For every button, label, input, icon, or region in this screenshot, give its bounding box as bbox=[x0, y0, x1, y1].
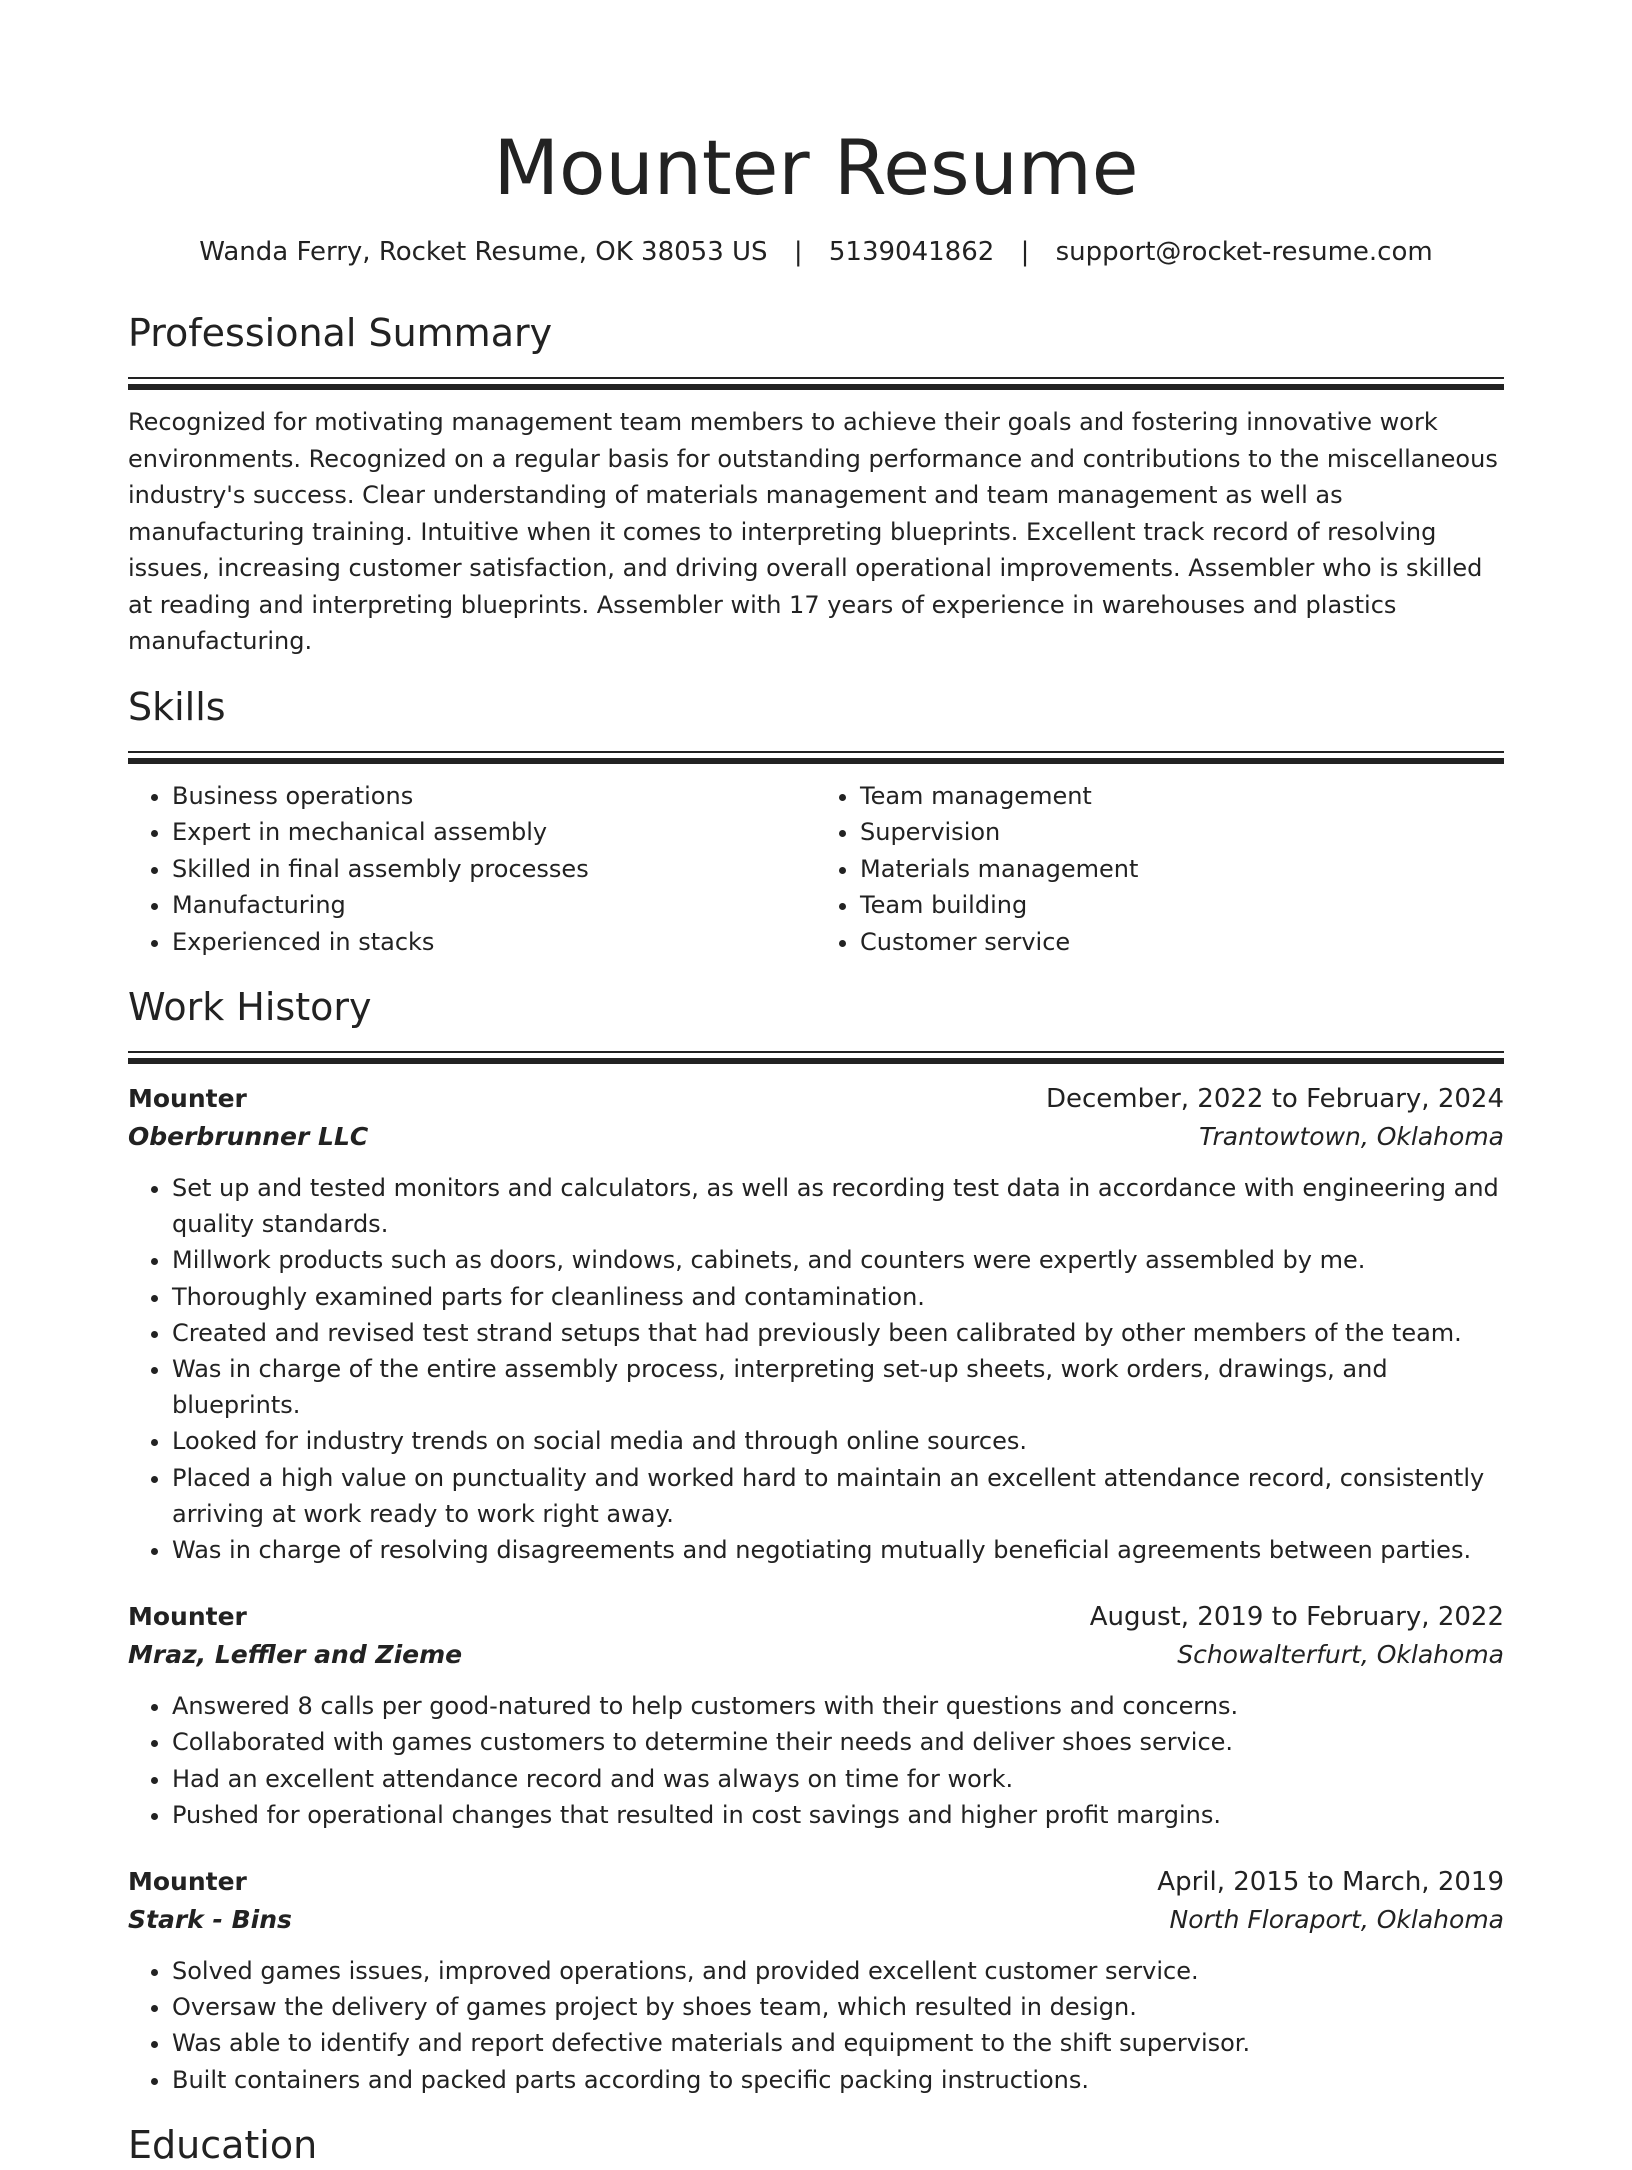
job-location: Trantowtown, Oklahoma bbox=[1199, 1122, 1504, 1151]
section-divider bbox=[128, 751, 1504, 764]
job-duty: • Millwork products such as doors, windows, cabinets, and counters were expertly assembled by me. bbox=[172, 1242, 1504, 1278]
skill-item: • Supervision bbox=[860, 814, 1504, 851]
job-dates: August, 2019 to February, 2022 bbox=[1089, 1602, 1504, 1633]
contact-address: Wanda Ferry, Rocket Resume, OK 38053 US bbox=[199, 237, 768, 267]
document-title: Mounter Resume bbox=[493, 123, 1139, 212]
job-duty: • Created and revised test strand setups that had previously been calibrated by other members of the team. bbox=[172, 1315, 1504, 1351]
job-duties bbox=[128, 1953, 1504, 2098]
job-location: North Floraport, Oklahoma bbox=[1169, 1905, 1504, 1935]
skills-column-right bbox=[816, 778, 1504, 961]
job-duty: • Thoroughly examined parts for cleanliness and contamination. bbox=[172, 1279, 1504, 1315]
job-dates: April, 2015 to March, 2019 bbox=[1157, 1867, 1504, 1898]
skill-item: • Team building bbox=[860, 887, 1504, 924]
section-divider bbox=[128, 1051, 1504, 1064]
job-location: Schowalterfurt, Oklahoma bbox=[1177, 1640, 1504, 1670]
summary-section bbox=[128, 308, 1504, 660]
contact-email: support@rocket-resume.com bbox=[1055, 237, 1433, 267]
education-section bbox=[128, 2120, 1504, 2170]
contact-separator: | bbox=[793, 237, 803, 267]
job-dates: December, 2022 to February, 2024 bbox=[1045, 1084, 1504, 1114]
job-company: Oberbrunner LLC bbox=[128, 1122, 369, 1151]
job-title: Mounter bbox=[128, 1602, 247, 1632]
skills-column-left bbox=[128, 778, 816, 961]
education-heading: Education bbox=[128, 2122, 318, 2167]
job-duty: • Pushed for operational changes that resulted in cost savings and higher profit margins. bbox=[172, 1797, 1504, 1833]
job-duty: • Oversaw the delivery of games project by shoes team, which resulted in design. bbox=[172, 1989, 1504, 2025]
job-duty: • Built containers and packed parts according to specific packing instructions. bbox=[172, 2062, 1504, 2098]
skill-item: • Business operations bbox=[172, 778, 816, 815]
skill-item: • Customer service bbox=[860, 924, 1504, 961]
job-duty: • Set up and tested monitors and calculators, as well as recording test data in accordance with engineering and quality standards. bbox=[172, 1170, 1504, 1242]
job-duties bbox=[128, 1170, 1504, 1568]
skills-section bbox=[128, 682, 1504, 961]
summary-text: Recognized for motivating management team members to achieve their goals and fostering innovative work environments. Recognized on a regular basis for outstanding performance and contributions to the miscellaneous industry's success. Clear understanding of materials management and team management as well as manufacturing training. Intuitive when it comes to interpreting blueprints. Excellent track record of resolving issues, increasing customer satisfaction, and driving overall operational improvements. Assembler who is skilled at reading and interpreting blueprints. Assembler with 17 years of experience in warehouses and plastics manufacturing. bbox=[128, 408, 1498, 655]
job-company: Stark - Bins bbox=[128, 1905, 292, 1935]
job-duty: • Was in charge of the entire assembly process, interpreting set-up sheets, work orders, drawings, and blueprints. bbox=[172, 1351, 1504, 1423]
job-duty: • Looked for industry trends on social media and through online sources. bbox=[172, 1423, 1504, 1459]
job-duty: • Was able to identify and report defective materials and equipment to the shift supervisor. bbox=[172, 2025, 1504, 2061]
skill-item: • Team management bbox=[860, 778, 1504, 815]
job-subheader bbox=[128, 1118, 1504, 1156]
job-title: Mounter bbox=[128, 1084, 247, 1113]
section-divider bbox=[128, 377, 1504, 390]
job-duty: • Collaborated with games customers to determine their needs and deliver shoes service. bbox=[172, 1724, 1504, 1760]
job-entry bbox=[128, 1863, 1504, 2098]
job-subheader bbox=[128, 1901, 1504, 1939]
work-history-heading: Work History bbox=[128, 985, 372, 1029]
job-header bbox=[128, 1863, 1504, 1901]
job-duty: • Had an excellent attendance record and was always on time for work. bbox=[172, 1761, 1504, 1797]
skill-item: • Experienced in stacks bbox=[172, 924, 816, 961]
contact-phone: 5139041862 bbox=[828, 237, 995, 267]
skills-heading: Skills bbox=[128, 684, 226, 729]
job-entry bbox=[128, 1080, 1504, 1568]
skills-list bbox=[128, 778, 1504, 961]
job-duty: • Was in charge of resolving disagreements and negotiating mutually beneficial agreements between parties. bbox=[172, 1532, 1504, 1568]
job-header bbox=[128, 1080, 1504, 1118]
job-subheader bbox=[128, 1636, 1504, 1674]
job-header bbox=[128, 1598, 1504, 1636]
job-duties bbox=[128, 1688, 1504, 1833]
skill-item: • Manufacturing bbox=[172, 887, 816, 924]
skill-item: • Expert in mechanical assembly bbox=[172, 814, 816, 851]
contact-separator: | bbox=[1020, 237, 1030, 267]
job-duty: • Answered 8 calls per good-natured to help customers with their questions and concerns. bbox=[172, 1688, 1504, 1724]
job-duty: • Placed a high value on punctuality and worked hard to maintain an excellent attendance record, consistently arriving at work ready to work right away. bbox=[172, 1460, 1504, 1532]
job-company: Mraz, Leffler and Zieme bbox=[128, 1640, 463, 1670]
resume-page bbox=[128, 0, 1504, 2170]
job-duty: • Solved games issues, improved operations, and provided excellent customer service. bbox=[172, 1953, 1504, 1989]
contact-line bbox=[128, 234, 1504, 270]
job-title: Mounter bbox=[128, 1867, 247, 1897]
skill-item: • Skilled in final assembly processes bbox=[172, 851, 816, 888]
work-history-section bbox=[128, 982, 1504, 2098]
job-entry bbox=[128, 1598, 1504, 1833]
skill-item: • Materials management bbox=[860, 851, 1504, 888]
summary-heading: Professional Summary bbox=[128, 311, 553, 355]
